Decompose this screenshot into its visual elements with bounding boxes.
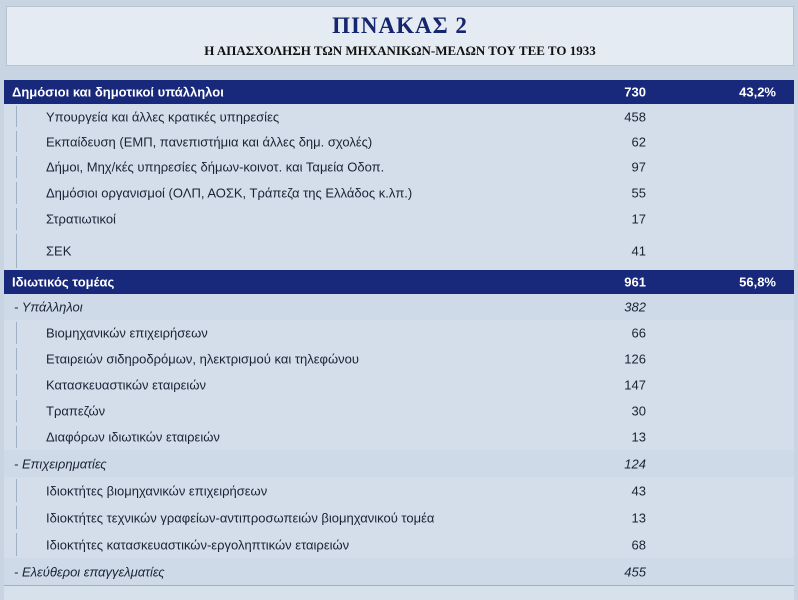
group-count: 455 [624, 564, 646, 579]
row-label: Υπουργεία και άλλες κρατικές υπηρεσίες [46, 109, 280, 124]
section-count: 730 [624, 84, 646, 100]
table-subtitle: Η ΑΠΑΣΧΟΛΗΣΗ ΤΩΝ ΜΗΧΑΝΙΚΩΝ-ΜΕΛΩΝ ΤΟΥ ΤΕΕ ΤΟ 1933 [204, 43, 596, 58]
section-header-private [4, 270, 794, 294]
section-percent: 43,2% [739, 84, 776, 100]
row-label: Ιδιοκτήτες τεχνικών γραφείων-αντιπροσωπειών βιομηχανικού τομέα [46, 510, 435, 525]
row-count: 13 [631, 429, 646, 445]
table-row [4, 154, 794, 181]
row-count: 43 [631, 483, 646, 498]
table-title-box [6, 6, 794, 66]
table-row [4, 531, 794, 559]
row-count: 17 [631, 211, 646, 227]
row-count: 97 [631, 159, 646, 175]
group-count: 382 [624, 299, 646, 315]
table-row [4, 104, 794, 130]
row-label: Βιομηχανικών επιχειρήσεων [46, 325, 208, 341]
row-label: ΣΕΚ [46, 243, 72, 259]
table-row [4, 504, 794, 532]
table-row [4, 206, 794, 233]
group-row-freelancers [4, 558, 794, 586]
table-row [4, 346, 794, 373]
row-count: 66 [631, 325, 646, 341]
row-count: 13 [631, 510, 646, 525]
row-label: Ιδιοκτήτες βιομηχανικών επιχειρήσεων [46, 483, 268, 498]
row-count: 41 [631, 243, 646, 259]
row-count: 62 [631, 134, 646, 149]
group-row-entrepreneurs [4, 450, 794, 478]
group-count: 124 [624, 456, 646, 471]
section-header-public [4, 80, 794, 104]
section-label: Δημόσιοι και δημοτικοί υπάλληλοι [12, 84, 224, 100]
table-row [4, 320, 794, 347]
table-row [4, 477, 794, 505]
table-row [4, 180, 794, 207]
employment-table [4, 80, 794, 600]
group-label: - Επιχειρηματίες [14, 456, 107, 471]
row-count: 126 [624, 351, 646, 367]
row-count: 30 [631, 403, 646, 419]
row-label: Δημόσιοι οργανισμοί (ΟΛΠ, ΑΟΣΚ, Τράπεζα της Ελλάδος κ.λπ.) [46, 185, 413, 201]
table-row [4, 232, 794, 271]
group-label: - Υπάλληλοι [14, 299, 83, 315]
row-label: Στρατιωτικοί [46, 211, 116, 227]
row-count: 55 [631, 185, 646, 201]
row-label: Τραπεζών [46, 403, 106, 419]
table-row [4, 372, 794, 399]
table-title: ΠΙΝΑΚΑΣ 2 [332, 13, 468, 38]
row-label: Εταιρειών σιδηροδρόμων, ηλεκτρισμού και τηλεφώνου [46, 351, 359, 367]
section-label: Ιδιωτικός τομέας [12, 274, 115, 290]
group-row-employees [4, 294, 794, 321]
row-label: Κατασκευαστικών εταιρειών [46, 377, 206, 393]
table-row [4, 129, 794, 155]
row-label: Δήμοι, Μηχ/κές υπηρεσίες δήμων-κοινοτ. και Ταμεία Οδοπ. [46, 159, 385, 175]
section-count: 961 [624, 274, 646, 290]
row-count: 458 [624, 109, 646, 124]
group-label: - Ελεύθεροι επαγγελματίες [14, 564, 165, 579]
row-label: Εκπαίδευση (ΕΜΠ, πανεπιστήμια και άλλες δημ. σχολές) [46, 134, 373, 149]
table-row [4, 398, 794, 425]
row-count: 68 [631, 537, 646, 552]
section-percent: 56,8% [739, 274, 776, 290]
row-label: Διαφόρων ιδιωτικών εταιρειών [46, 429, 220, 445]
row-count: 147 [624, 377, 646, 393]
table-row [4, 424, 794, 451]
row-label: Ιδιοκτήτες κατασκευαστικών-εργοληπτικών εταιρειών [46, 537, 350, 552]
